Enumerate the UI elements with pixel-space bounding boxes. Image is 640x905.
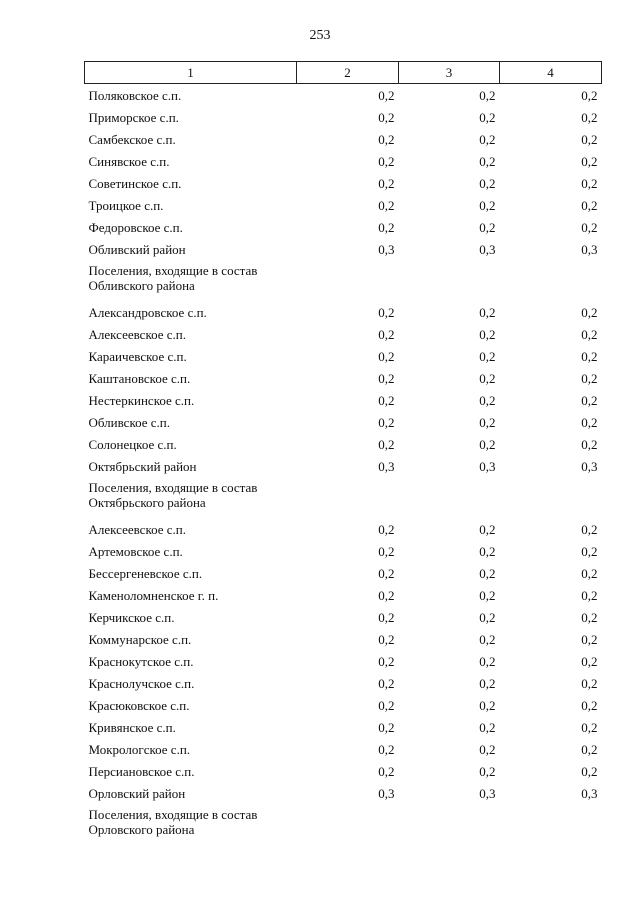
value-col-4 — [500, 260, 602, 301]
value-col-3: 0,2 — [479, 304, 496, 320]
value-col-3: 0,2 — [479, 587, 496, 603]
value-col-4: 0,3 — [581, 785, 598, 801]
column-header-3: 3 — [399, 62, 500, 84]
row-name: Бессергеневское с.п. — [88, 565, 203, 581]
table-row — [85, 238, 602, 260]
group-heading-row — [85, 477, 602, 518]
column-header-1: 1 — [85, 62, 297, 84]
table-row — [85, 562, 602, 584]
value-col-4: 0,2 — [581, 87, 598, 103]
table-row — [85, 650, 602, 672]
column-header-4: 4 — [500, 62, 602, 84]
value-col-3: 0,2 — [479, 109, 496, 125]
group-heading-row — [85, 804, 602, 845]
value-col-3: 0,3 — [479, 785, 496, 801]
value-col-4: 0,2 — [581, 631, 598, 647]
value-col-4: 0,2 — [581, 348, 598, 364]
value-col-4 — [500, 804, 602, 845]
value-col-4: 0,2 — [581, 175, 598, 191]
value-col-4: 0,2 — [581, 304, 598, 320]
table-row — [85, 628, 602, 650]
value-col-3 — [399, 260, 500, 301]
value-col-3: 0,2 — [479, 719, 496, 735]
value-col-2: 0,2 — [378, 631, 395, 647]
table-row — [85, 672, 602, 694]
row-name: Алексеевское с.п. — [88, 521, 186, 537]
value-col-3: 0,2 — [479, 741, 496, 757]
value-col-4: 0,2 — [581, 109, 598, 125]
value-col-4: 0,2 — [581, 370, 598, 386]
value-col-4: 0,2 — [581, 326, 598, 342]
value-col-2: 0,2 — [378, 219, 395, 235]
value-col-2: 0,2 — [378, 326, 395, 342]
value-col-3: 0,2 — [479, 436, 496, 452]
table-row — [85, 694, 602, 716]
value-col-4: 0,3 — [581, 241, 598, 257]
row-name: Красюковское с.п. — [88, 697, 190, 713]
value-col-4: 0,2 — [581, 719, 598, 735]
value-col-4: 0,2 — [581, 521, 598, 537]
value-col-2: 0,2 — [378, 175, 395, 191]
value-col-4: 0,2 — [581, 197, 598, 213]
row-name: Поселения, входящие в состав Октябрьского района — [88, 480, 258, 510]
value-col-3: 0,2 — [479, 392, 496, 408]
value-col-3: 0,2 — [479, 326, 496, 342]
value-col-4: 0,2 — [581, 543, 598, 559]
value-col-3 — [399, 477, 500, 518]
value-col-4: 0,2 — [581, 675, 598, 691]
value-col-3: 0,2 — [479, 521, 496, 537]
table-row — [85, 84, 602, 107]
row-name: Синявское с.п. — [88, 153, 170, 169]
data-table — [84, 61, 602, 845]
value-col-3: 0,2 — [479, 370, 496, 386]
page-number: 253 — [309, 28, 331, 43]
value-col-4: 0,2 — [581, 131, 598, 147]
table-row — [85, 540, 602, 562]
table-row — [85, 433, 602, 455]
value-col-3: 0,2 — [479, 153, 496, 169]
row-name: Обливский район — [88, 241, 186, 257]
value-col-3: 0,2 — [479, 609, 496, 625]
row-name: Александровское с.п. — [88, 304, 207, 320]
header-row — [85, 62, 602, 84]
row-name: Октябрьский район — [88, 458, 197, 474]
value-col-3: 0,2 — [479, 131, 496, 147]
value-col-2: 0,2 — [378, 763, 395, 779]
row-name: Персиановское с.п. — [88, 763, 195, 779]
value-col-3: 0,2 — [479, 763, 496, 779]
row-name: Приморское с.п. — [88, 109, 179, 125]
table-row — [85, 782, 602, 804]
table-row — [85, 738, 602, 760]
value-col-3: 0,2 — [479, 87, 496, 103]
table-body — [85, 84, 602, 846]
row-name: Керчикское с.п. — [88, 609, 175, 625]
value-col-4: 0,2 — [581, 697, 598, 713]
value-col-4: 0,2 — [581, 392, 598, 408]
value-col-2: 0,2 — [378, 741, 395, 757]
value-col-4: 0,2 — [581, 436, 598, 452]
row-name: Артемовское с.п. — [88, 543, 183, 559]
row-name: Троицкое с.п. — [88, 197, 164, 213]
value-col-3: 0,2 — [479, 543, 496, 559]
row-name: Обливское с.п. — [88, 414, 171, 430]
value-col-4: 0,3 — [581, 458, 598, 474]
row-name: Поляковское с.п. — [88, 87, 182, 103]
value-col-3: 0,2 — [479, 219, 496, 235]
value-col-4: 0,2 — [581, 609, 598, 625]
group-heading-row — [85, 260, 602, 301]
value-col-2: 0,2 — [378, 675, 395, 691]
value-col-2: 0,2 — [378, 304, 395, 320]
value-col-2: 0,2 — [378, 392, 395, 408]
value-col-3: 0,2 — [479, 414, 496, 430]
row-name: Алексеевское с.п. — [88, 326, 186, 342]
row-name: Федоровское с.п. — [88, 219, 183, 235]
value-col-2 — [297, 260, 399, 301]
value-col-2: 0,2 — [378, 521, 395, 537]
value-col-3: 0,3 — [479, 458, 496, 474]
value-col-3: 0,2 — [479, 653, 496, 669]
row-name: Каштановское с.п. — [88, 370, 191, 386]
value-col-3: 0,2 — [479, 565, 496, 581]
table-row — [85, 367, 602, 389]
value-col-3: 0,2 — [479, 348, 496, 364]
value-col-3: 0,2 — [479, 175, 496, 191]
row-name: Кривянское с.п. — [88, 719, 176, 735]
value-col-2: 0,2 — [378, 609, 395, 625]
value-col-3: 0,3 — [479, 241, 496, 257]
table-row — [85, 584, 602, 606]
value-col-3 — [399, 804, 500, 845]
row-name: Мокрологское с.п. — [88, 741, 191, 757]
table-row — [85, 760, 602, 782]
value-col-2: 0,2 — [378, 197, 395, 213]
row-name: Краснокутское с.п. — [88, 653, 194, 669]
value-col-2: 0,3 — [378, 241, 395, 257]
row-name: Краснолучское с.п. — [88, 675, 195, 691]
value-col-4: 0,2 — [581, 153, 598, 169]
value-col-2: 0,2 — [378, 653, 395, 669]
value-col-2: 0,2 — [378, 543, 395, 559]
row-name: Поселения, входящие в состав Обливского района — [88, 263, 258, 293]
row-name: Поселения, входящие в состав Орловского района — [88, 807, 258, 837]
table-row — [85, 345, 602, 367]
value-col-4: 0,2 — [581, 653, 598, 669]
table-header — [85, 62, 602, 84]
row-name: Самбекское с.п. — [88, 131, 176, 147]
value-col-2: 0,2 — [378, 348, 395, 364]
value-col-4: 0,2 — [581, 219, 598, 235]
row-name: Коммунарское с.п. — [88, 631, 192, 647]
value-col-4: 0,2 — [581, 763, 598, 779]
table-row — [85, 518, 602, 540]
table-row — [85, 411, 602, 433]
table-row — [85, 716, 602, 738]
row-name: Каменоломненское г. п. — [88, 587, 219, 603]
value-col-2: 0,2 — [378, 436, 395, 452]
value-col-2: 0,2 — [378, 153, 395, 169]
row-name: Караичевское с.п. — [88, 348, 187, 364]
value-col-4 — [500, 477, 602, 518]
column-header-2: 2 — [297, 62, 399, 84]
table-row — [85, 216, 602, 238]
table-row — [85, 106, 602, 128]
table-row — [85, 194, 602, 216]
table-row — [85, 389, 602, 411]
value-col-2: 0,2 — [378, 697, 395, 713]
table-row — [85, 323, 602, 345]
row-name: Советинское с.п. — [88, 175, 182, 191]
value-col-3: 0,2 — [479, 675, 496, 691]
row-name: Нестеркинское с.п. — [88, 392, 195, 408]
value-col-3: 0,2 — [479, 697, 496, 713]
value-col-2: 0,2 — [378, 414, 395, 430]
value-col-3: 0,2 — [479, 197, 496, 213]
table-row — [85, 172, 602, 194]
value-col-4: 0,2 — [581, 565, 598, 581]
value-col-2: 0,2 — [378, 87, 395, 103]
value-col-2: 0,2 — [378, 719, 395, 735]
value-col-2: 0,2 — [378, 565, 395, 581]
table-row — [85, 455, 602, 477]
value-col-3: 0,2 — [479, 631, 496, 647]
value-col-4: 0,2 — [581, 414, 598, 430]
value-col-4: 0,2 — [581, 587, 598, 603]
value-col-4: 0,2 — [581, 741, 598, 757]
value-col-2 — [297, 477, 399, 518]
table-row — [85, 301, 602, 323]
row-name: Солонецкое с.п. — [88, 436, 177, 452]
value-col-2: 0,2 — [378, 131, 395, 147]
table-row — [85, 150, 602, 172]
table-row — [85, 128, 602, 150]
value-col-2 — [297, 804, 399, 845]
row-name: Орловский район — [88, 785, 186, 801]
value-col-2: 0,3 — [378, 785, 395, 801]
value-col-2: 0,2 — [378, 370, 395, 386]
value-col-2: 0,2 — [378, 587, 395, 603]
value-col-2: 0,2 — [378, 109, 395, 125]
table-row — [85, 606, 602, 628]
value-col-2: 0,3 — [378, 458, 395, 474]
